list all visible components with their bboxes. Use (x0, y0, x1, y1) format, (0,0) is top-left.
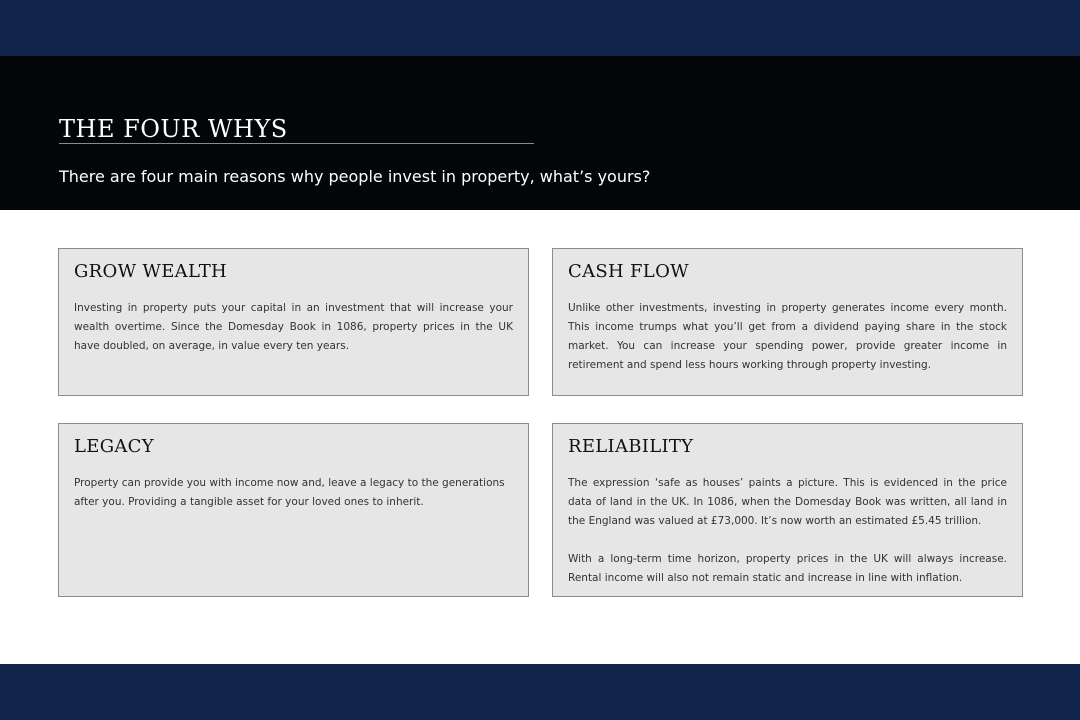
bottom-navy-band (0, 664, 1080, 720)
cash-flow-card (552, 248, 1023, 396)
card-body: With a long-term time horizon, property prices in the UK will always increase. Rental income will also not remain static and increase in line with inflation. (568, 553, 1007, 584)
card-body: Unlike other investments, investing in property generates income every month. This income trumps what you’ll get from a dividend paying share in the stock market. You can increase your spending power, provide greater income in retirement and spend less hours working through property investing. (568, 302, 1007, 371)
page-subtitle: There are four main reasons why people invest in property, what’s yours? (59, 167, 651, 186)
card-title: CASH FLOW (568, 261, 689, 282)
card-title: GROW WEALTH (74, 261, 228, 282)
page-title: THE FOUR WHYS (59, 115, 288, 143)
card-title: LEGACY (74, 436, 154, 457)
hero-section (0, 56, 1080, 210)
card-body: Property can provide you with income now and, leave a legacy to the generations after you. Providing a tangible asset for your loved ones to inherit. (74, 477, 505, 508)
reliability-card (552, 423, 1023, 597)
top-navy-band (0, 0, 1080, 56)
card-title: RELIABILITY (568, 436, 694, 457)
card-body: The expression ‘safe as houses’ paints a picture. This is evidenced in the price data of land in the UK. In 1086, when the Domesday Book was written, all land in the England was valued at £73,000. It’s now worth an estimated £5.45 trillion. (568, 477, 1007, 527)
title-underline (59, 143, 534, 144)
grow-wealth-card (58, 248, 529, 396)
card-body: Investing in property puts your capital in an investment that will increase your wealth overtime. Since the Domesday Book in 1086, property prices in the UK have doubled, on average, in value every ten years. (74, 302, 513, 352)
legacy-card (58, 423, 529, 597)
